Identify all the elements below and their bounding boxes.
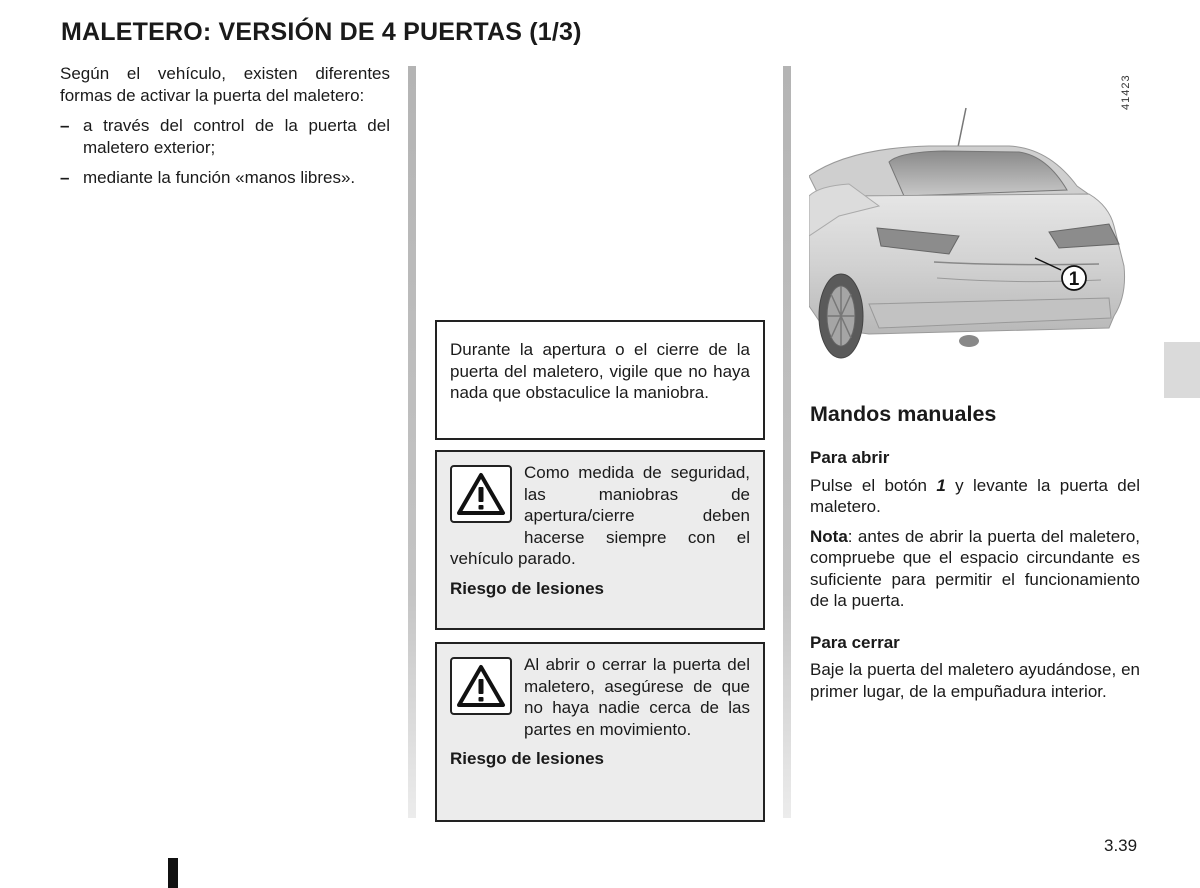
list-item-text: a través del control de la puerta del maletero exterior; xyxy=(83,116,390,157)
warning-box-1 xyxy=(435,450,765,630)
note-label: Nota xyxy=(810,526,848,546)
notice-text: Durante la apertura o el cierre de la puerta del maletero, vigile que no haya nada que obstaculice la maniobra. xyxy=(450,340,750,402)
close-instructions: Baje la puerta del maletero ayudándose, en primer lugar, de la empuñadura interior. xyxy=(810,660,1140,701)
column-divider-left xyxy=(408,66,416,818)
figure-reference-number: 41423 xyxy=(1120,74,1132,110)
open-subheading: Para abrir xyxy=(810,448,890,467)
warning-1-risk: Riesgo de lesiones xyxy=(450,578,604,598)
close-subheading: Para cerrar xyxy=(810,632,900,652)
open-text-pre: Pulse el botón xyxy=(810,475,937,495)
intro-list-item xyxy=(60,115,390,158)
callout-label: 1 xyxy=(1068,269,1080,290)
warning-triangle-icon xyxy=(450,465,512,523)
notice-box xyxy=(435,320,765,440)
list-item-text: mediante la función «manos libres». xyxy=(83,168,356,187)
warning-box-2 xyxy=(435,642,765,822)
page-title: MALETERO: VERSIÓN DE 4 PUERTAS (1/3) xyxy=(61,18,582,46)
chapter-tab xyxy=(1164,342,1200,398)
intro-section xyxy=(60,63,390,198)
open-instructions xyxy=(810,475,1140,518)
warning-2-risk: Riesgo de lesiones xyxy=(450,749,604,768)
warning-1-text: Como medida de seguridad, las maniobras de apertura/cierre deben hacerse siempre con el vehículo parado. xyxy=(450,463,750,568)
warning-triangle-icon xyxy=(450,657,512,715)
page-number: 3.39 xyxy=(1104,836,1138,855)
warning-2-text: Al abrir o cerrar la puerta del maletero, asegúrese de que no haya nadie cerca de las partes en movimiento. xyxy=(524,655,750,739)
crop-mark xyxy=(168,858,178,888)
list-dash: – xyxy=(60,116,70,135)
open-note xyxy=(810,526,1140,612)
open-text-post: y levante la puerta del maletero. xyxy=(810,475,1140,516)
column-divider-right xyxy=(783,66,791,818)
trunk-rear-illustration xyxy=(809,66,1141,366)
note-text: : antes de abrir la puerta del maletero, compruebe que el espacio circundante es suficiente para permitir el funcionamiento de la puerta. xyxy=(810,526,1140,610)
section-heading: Mandos manuales xyxy=(810,402,997,426)
button-reference: 1 xyxy=(936,475,946,495)
intro-list-item xyxy=(60,167,390,189)
manual-controls-section xyxy=(810,400,1140,710)
list-dash: – xyxy=(60,168,70,187)
intro-paragraph: Según el vehículo, existen diferentes formas de activar la puerta del maletero: xyxy=(60,64,390,105)
